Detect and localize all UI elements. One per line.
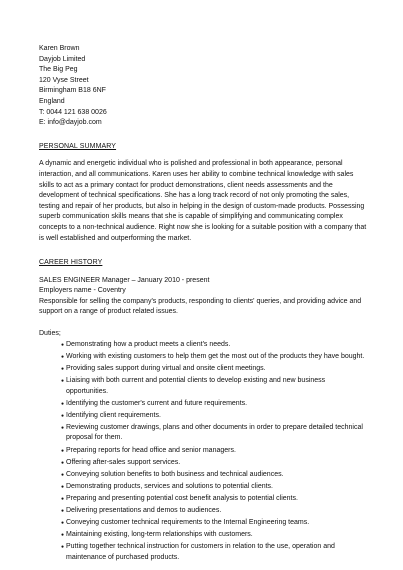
duty-item <box>61 470 369 481</box>
duty-text: Conveying solution benefits to both business and technical audiences. <box>66 470 284 478</box>
duties-label: Duties; <box>39 330 61 338</box>
bullet-icon: ● <box>61 471 65 478</box>
bullet-icon: ● <box>61 412 65 419</box>
bullet-icon: ● <box>61 365 65 372</box>
duty-item <box>61 423 369 444</box>
contact-company: Dayjob Limited <box>39 55 86 63</box>
contact-name: Karen Brown <box>39 45 80 52</box>
duty-item <box>61 494 369 505</box>
personal-summary-text: A dynamic and energetic individual who is polished and professional in both appearance, personal interaction, and all communications. Karen uses her ability to combine technical knowledge with sales skills to act as a primary contact for product demonstrations, client needs assessments and the development of technical specifications. She has a long track record of not only promoting the sales, testing and repair of her products, but also in helping in the design of custom-made products. Possessing superb communication skills means that she is capable of simplifying and communicating complex concepts to a non-technical audience. Right now she is looking for a suitable position with a company that is well established and outperforming the market. <box>39 160 367 242</box>
duty-item <box>61 364 369 375</box>
bullet-icon: ● <box>61 377 65 384</box>
contact-city: Birmingham B18 6NF <box>39 87 106 95</box>
bullet-icon: ● <box>61 544 65 551</box>
duty-text: Offering after-sales support services. <box>66 458 181 466</box>
duty-item <box>61 352 369 363</box>
duty-item <box>61 506 369 517</box>
duty-item <box>61 458 369 469</box>
duty-text: Identifying the customer's current and future requirements. <box>66 399 248 407</box>
contact-building: The Big Peg <box>39 66 78 74</box>
duty-text: Preparing and presenting potential cost benefit analysis to potential clients. <box>66 494 298 502</box>
duty-item <box>61 446 369 457</box>
cv-document <box>39 44 369 565</box>
bullet-icon: ● <box>61 447 65 454</box>
bullet-icon: ● <box>61 483 65 490</box>
duty-text: Working with existing customers to help them get the most out of the products they have bought. <box>66 352 365 360</box>
bullet-icon: ● <box>61 520 65 527</box>
job-entry <box>39 276 369 318</box>
job-responsibility: Responsible for selling the company's products, responding to clients' queries, and providing advice and support on a range of product related issues. <box>39 297 362 316</box>
contact-street: 120 Vyse Street <box>39 76 89 84</box>
duty-item <box>61 542 369 563</box>
duty-text: Conveying customer technical requirements to the Internal Engineering teams. <box>66 519 310 527</box>
bullet-icon: ● <box>61 353 65 360</box>
job-title: SALES ENGINEER Manager – January 2010 - present <box>39 276 210 284</box>
bullet-icon: ● <box>61 341 65 348</box>
duty-item <box>61 376 369 397</box>
duty-text: Identifying client requirements. <box>66 411 161 419</box>
duty-text: Liaising with both current and potential clients to develop existing and new business opportunities. <box>66 376 326 395</box>
employer-name: Employers name - Coventry <box>39 287 126 295</box>
duty-item <box>61 530 369 541</box>
bullet-icon: ● <box>61 459 65 466</box>
duty-text: Delivering presentations and demos to audiences. <box>66 506 222 514</box>
duty-text: Preparing reports for head office and senior managers. <box>66 446 236 454</box>
contact-country: England <box>39 97 65 105</box>
duty-item <box>61 518 369 529</box>
duty-text: Demonstrating how a product meets a client's needs. <box>66 340 231 348</box>
duty-text: Putting together technical instruction for customers in relation to the use, operation and maintenance of purchased products. <box>66 543 335 561</box>
bullet-icon: ● <box>61 400 65 407</box>
duty-item <box>61 399 369 410</box>
bullet-icon: ● <box>61 532 65 539</box>
duty-text: Providing sales support during virtual and onsite client meetings. <box>66 364 266 372</box>
bullet-icon: ● <box>61 495 65 502</box>
contact-phone: T: 0044 121 638 0026 <box>39 108 107 116</box>
bullet-icon: ● <box>61 424 65 431</box>
contact-block <box>39 44 369 129</box>
contact-email: E: info@dayjob.com <box>39 119 102 127</box>
career-history-heading: CAREER HISTORY <box>39 259 103 267</box>
duty-item <box>61 340 369 351</box>
bullet-icon: ● <box>61 507 65 514</box>
duty-item <box>61 411 369 422</box>
duty-text: Demonstrating products, services and solutions to potential clients. <box>66 482 273 490</box>
duty-text: Reviewing customer drawings, plans and other documents in order to prepare detailed technical proposal for them. <box>66 423 363 442</box>
duties-list <box>39 340 369 564</box>
duty-item <box>61 482 369 493</box>
duty-text: Maintaining existing, long-term relationships with customers. <box>66 531 253 539</box>
personal-summary-heading: PERSONAL SUMMARY <box>39 142 117 150</box>
